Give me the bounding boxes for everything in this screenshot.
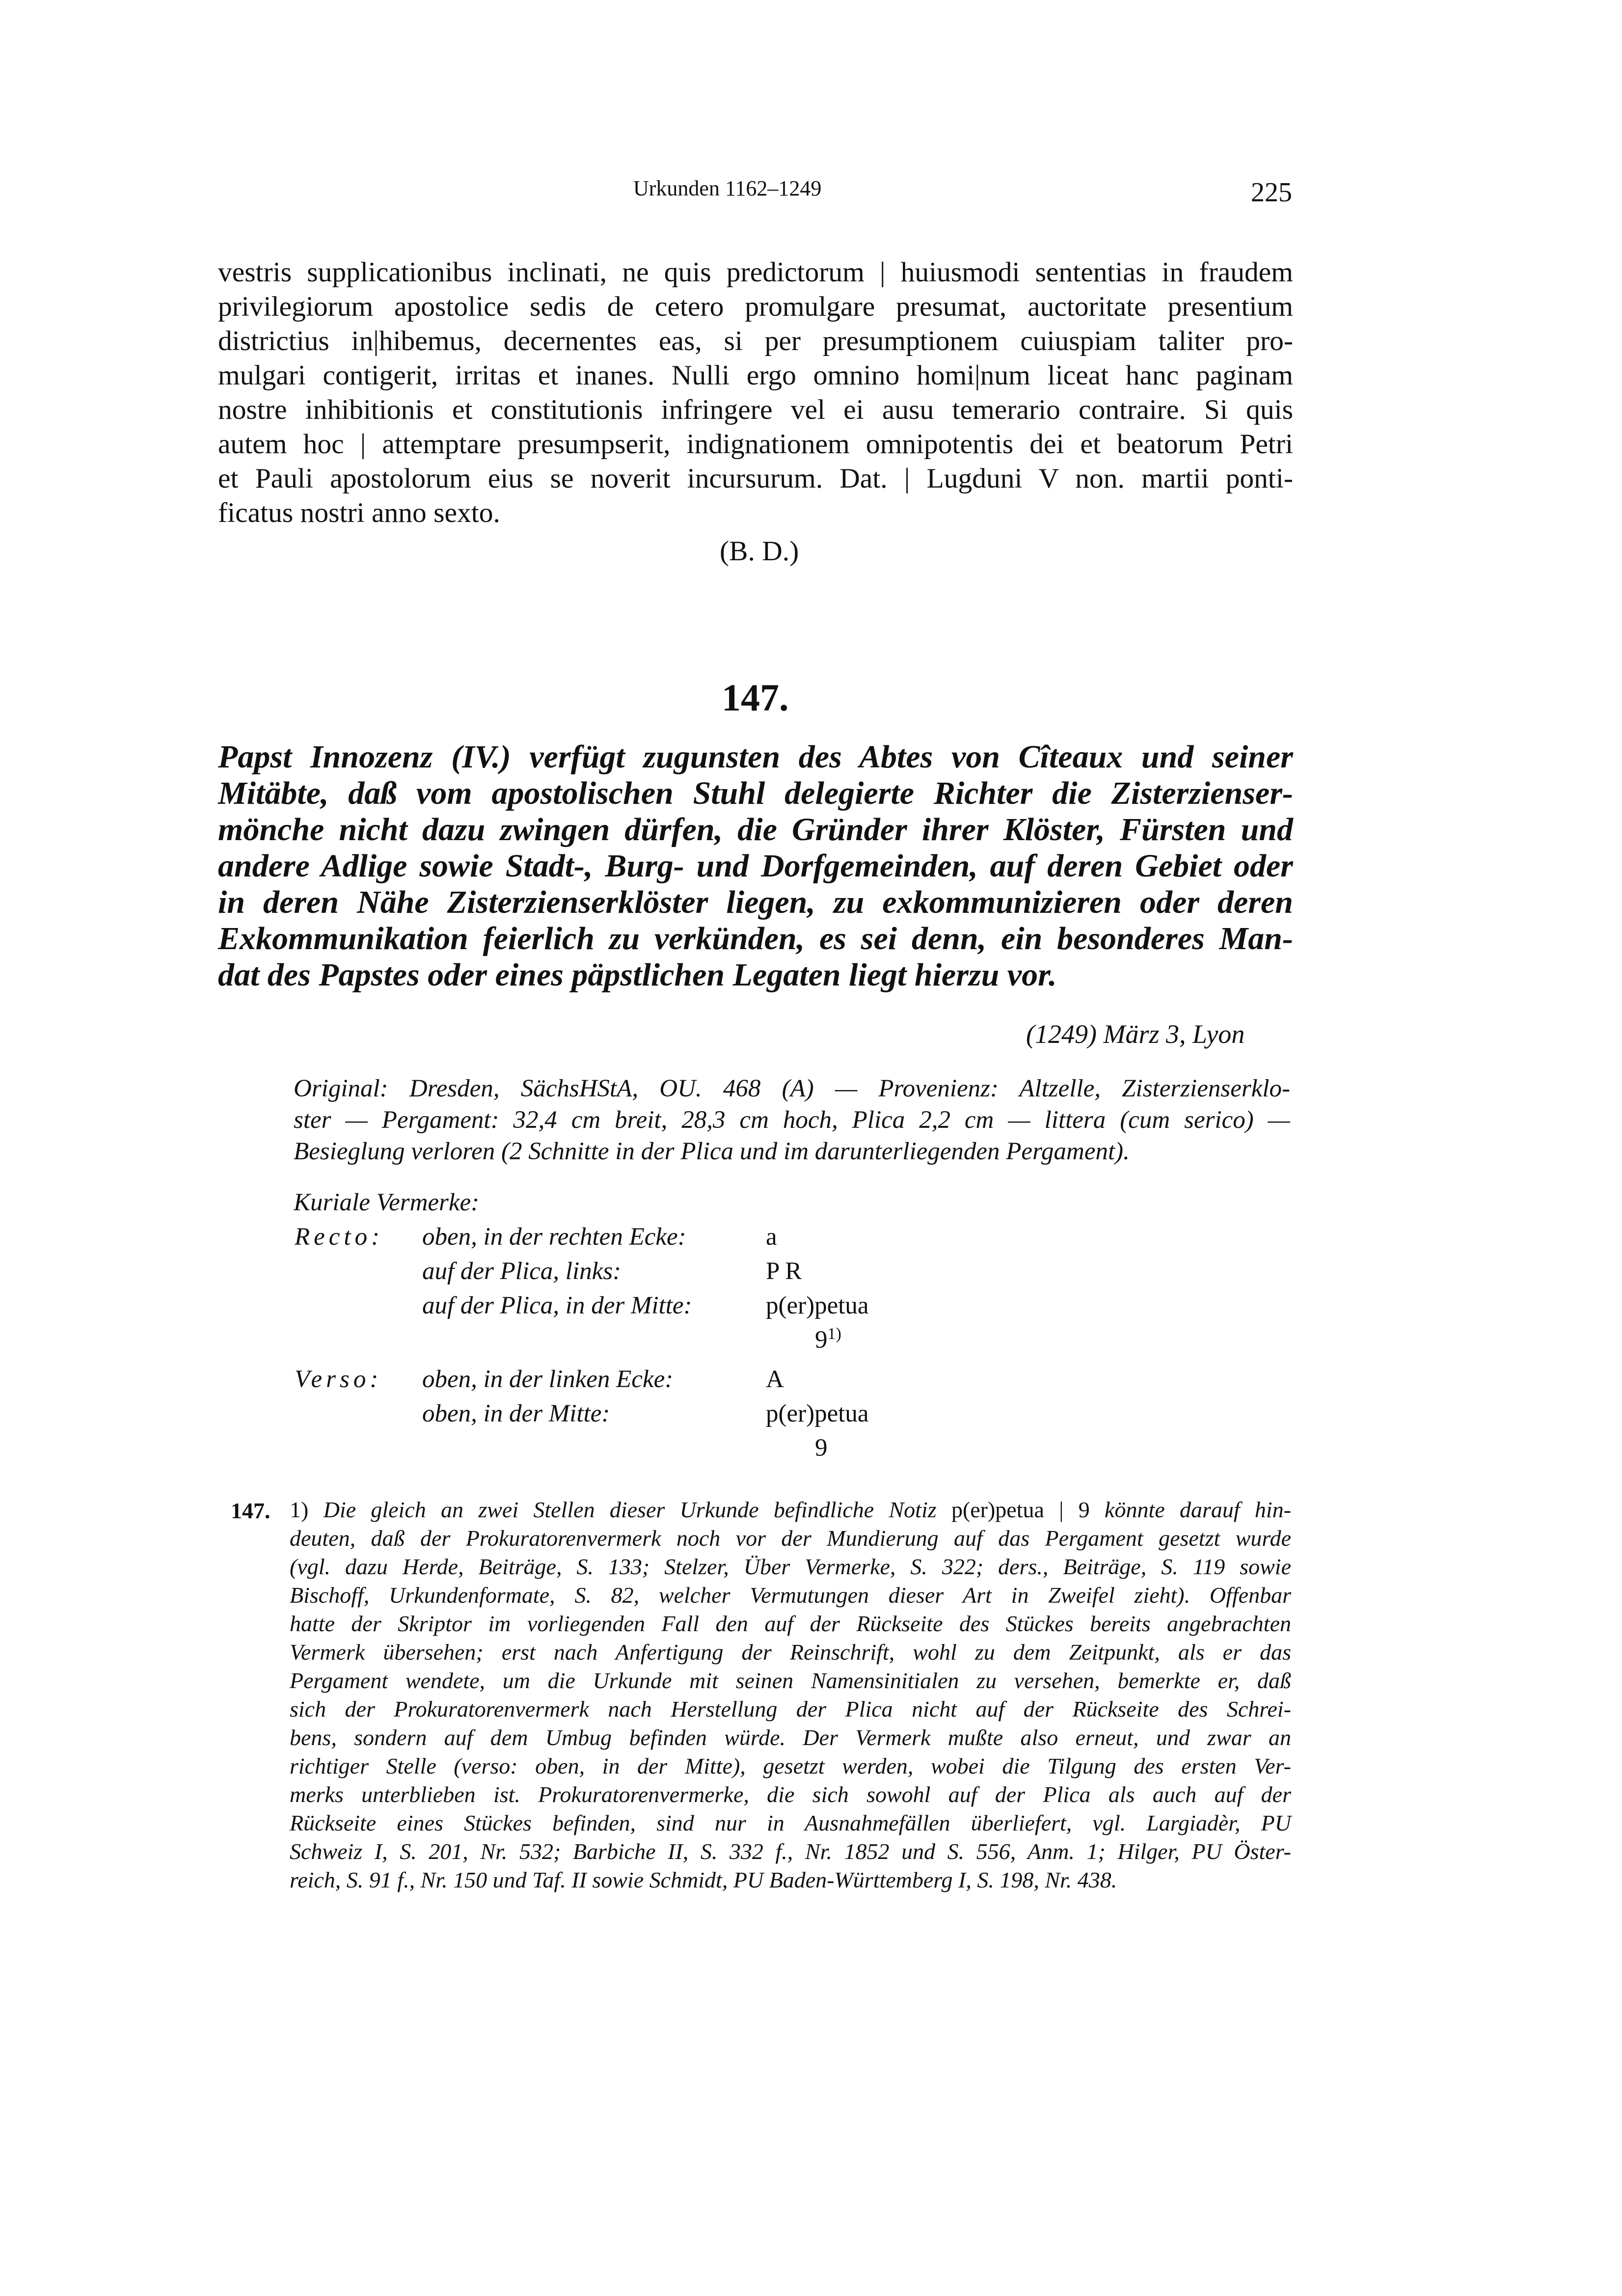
text-line: privilegiorum apostolice sedis de cetero promulgare presumat, auctoritate presentium: [218, 291, 1293, 322]
footnote-line: [290, 1496, 1291, 1524]
verso-note-number: 9: [815, 1434, 828, 1462]
text-line: districtius in|hibemus, decernentes eas, si per presumptionem cuiuspiam taliter pro-: [218, 326, 1293, 356]
document-number: 147.: [722, 676, 789, 719]
regest-line: Exkommunikation feierlich zu verkünden, es sei denn, ein besonderes Man-: [218, 921, 1293, 957]
original-line: Original: Dresden, SächsHStA, OU. 468 (A) — Provenienz: Altzelle, Zisterzienserklo-: [294, 1075, 1290, 1102]
recto-place: auf der Plica, links:: [422, 1257, 622, 1285]
page-number: 225: [1251, 177, 1292, 208]
original-line: Besieglung verloren (2 Schnitte in der Plica und im darunterliegenden Pergament).: [294, 1138, 1130, 1165]
recto-place: oben, in der rechten Ecke:: [422, 1223, 686, 1251]
footnote-line: (vgl. dazu Herde, Beiträge, S. 133; Stelzer, Über Vermerke, S. 322; ders., Beiträge, S. 119 sowie: [290, 1554, 1291, 1579]
text-line: et Pauli apostolorum eius se noverit incursurum. Dat. | Lugduni V non. martii ponti-: [218, 463, 1293, 494]
footnote-line: deuten, daß der Prokuratorenvermerk noch vor der Mundierung auf das Pergament gesetzt wurde: [290, 1526, 1291, 1551]
kuriale-vermerke-title: Kuriale Vermerke:: [294, 1189, 480, 1216]
footnote-line: hatte der Skriptor im vorliegenden Fall den auf der Rückseite des Stückes bereits angebrachten: [290, 1611, 1291, 1636]
footnote-line: Bischoff, Urkundenformate, S. 82, welcher Vermutungen dieser Art in Zweifel zieht). Offenbar: [290, 1583, 1291, 1608]
footnote-line: sich der Prokuratorenvermerk nach Herstellung der Plica nicht auf der Rückseite des Schrei-: [290, 1696, 1291, 1722]
verso-label: Verso:: [295, 1366, 382, 1393]
text-line: vestris supplicationibus inclinati, ne quis predictorum | huiusmodi sententias in fraudem: [218, 257, 1293, 288]
regest-line: mönche nicht dazu zwingen dürfen, die Gründer ihrer Klöster, Fürsten und: [218, 812, 1293, 847]
previous-document-text: [218, 255, 1293, 530]
regest-line: in deren Nähe Zisterzienserklöster liegen, zu exkommunizieren oder deren: [218, 884, 1293, 920]
original-line: ster — Pergament: 32,4 cm breit, 28,3 cm hoch, Plica 2,2 cm — littera (cum serico) —: [294, 1106, 1290, 1134]
recto-note-digit: 9: [815, 1326, 828, 1354]
footnote-marker: 1): [827, 1325, 841, 1343]
footnote-line: reich, S. 91 f., Nr. 150 und Taf. II sowie Schmidt, PU Baden-Württemberg I, S. 198, Nr. 438.: [290, 1867, 1117, 1892]
footnote-line: Vermerk übersehen; erst nach Anfertigung der Reinschrift, wohl zu dem Zeitpunkt, als er das: [290, 1640, 1291, 1665]
document-date: (1249) März 3, Lyon: [1026, 1019, 1245, 1049]
regest-line: andere Adlige sowie Stadt-, Burg- und Dorfgemeinden, auf deren Gebiet oder: [218, 848, 1293, 884]
regest-summary: [218, 739, 1293, 993]
verso-place: oben, in der Mitte:: [422, 1400, 610, 1427]
footnote-text: könnte darauf hin-: [1105, 1497, 1292, 1522]
regest-line: Papst Innozenz (IV.) verfügt zugunsten des Abtes von Cîteaux und seiner: [218, 739, 1293, 775]
recto-note: P R: [766, 1257, 802, 1285]
recto-place: auf der Plica, in der Mitte:: [422, 1292, 692, 1319]
original-description: [294, 1073, 1290, 1167]
running-header: Urkunden 1162–1249: [633, 176, 822, 200]
footnote-citation: p(er)petua | 9: [951, 1497, 1090, 1522]
text-line: nostre inhibitionis et constitutionis infringere vel ei ausu temerario contraire. Si quis: [218, 394, 1293, 425]
recto-note: a: [766, 1223, 777, 1251]
footnote-document-number: 147.: [231, 1498, 270, 1523]
verso-place: oben, in der linken Ecke:: [422, 1366, 674, 1393]
footnote-line: richtiger Stelle (verso: oben, in der Mitte), gesetzt werden, wobei die Tilgung des ersten Ver-: [290, 1753, 1291, 1778]
text-line: mulgari contigerit, irritas et inanes. Nulli ergo omnino homi|num liceat hanc paginam: [218, 360, 1293, 391]
seal-note: (B. D.): [720, 536, 799, 567]
recto-note-number: [815, 1326, 841, 1354]
footnote-line: merks unterblieben ist. Prokuratorenvermerke, die sich sowohl auf der Plica als auch auf der: [290, 1782, 1291, 1807]
footnote-line: Pergament wendete, um die Urkunde mit seinen Namensinitialen zu versehen, bemerkte er, daß: [290, 1668, 1291, 1693]
footnote-line: Rückseite eines Stückes befinden, sind nur in Ausnahmefällen überliefert, vgl. Largiadèr, PU: [290, 1810, 1291, 1835]
regest-line: Mitäbte, daß vom apostolischen Stuhl delegierte Richter die Zisterzienser-: [218, 775, 1293, 811]
recto-note: p(er)petua: [766, 1292, 869, 1319]
footnote-marker: 1): [290, 1497, 309, 1522]
text-line: ficatus nostri anno sexto.: [218, 497, 500, 528]
regest-line: dat des Papstes oder eines päpstlichen Legaten liegt hierzu vor.: [218, 957, 1057, 993]
text-line: autem hoc | attemptare presumpserit, indignationem omnipotentis dei et beatorum Petri: [218, 429, 1293, 460]
footnote-line: Schweiz I, S. 201, Nr. 532; Barbiche II, S. 332 f., Nr. 1852 und S. 556, Anm. 1; Hilger, PU Öster-: [290, 1839, 1291, 1864]
verso-note: A: [766, 1366, 784, 1393]
footnote-text: Die gleich an zwei Stellen dieser Urkunde befindliche Notiz: [323, 1497, 951, 1522]
verso-note: p(er)petua: [766, 1400, 869, 1427]
footnote: [290, 1496, 1291, 1894]
footnote-line: bens, sondern auf dem Umbug befinden würde. Der Vermerk mußte also erneut, und zwar an: [290, 1725, 1291, 1750]
recto-label: Recto:: [295, 1223, 384, 1251]
